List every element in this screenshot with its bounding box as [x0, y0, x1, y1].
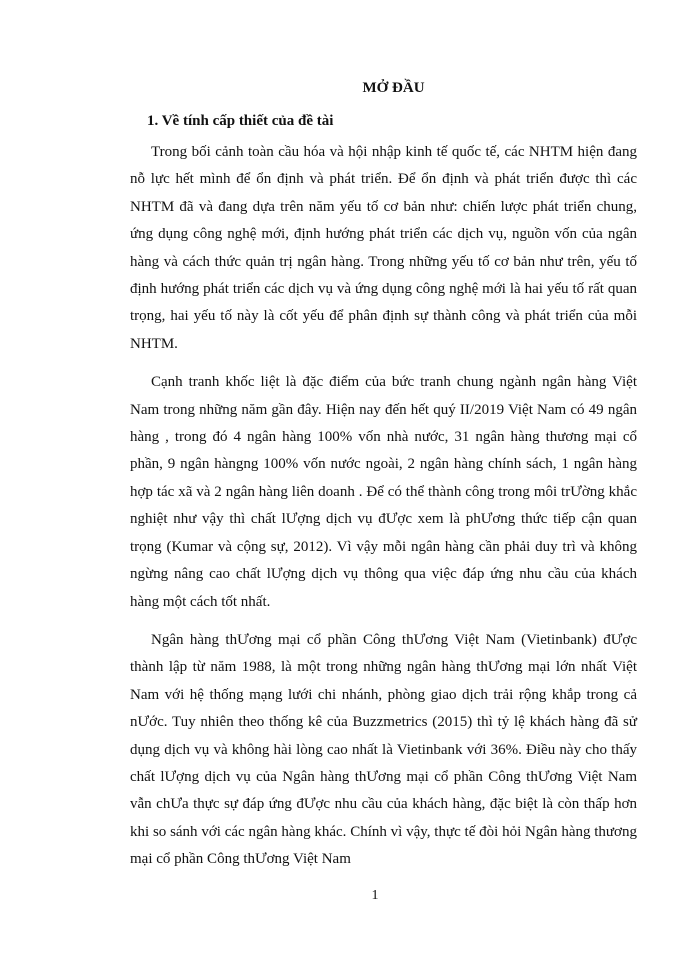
page-number: 1 [371, 888, 379, 903]
page-title: MỞ ĐẦU [362, 80, 425, 96]
paragraph-1: Trong bối cảnh toàn cầu hóa và hội nhập kinh tế quốc tế, các NHTM hiện đang nỗ lực hết mình để ổn định và phát triển. Để ổn định và phát triển được thì các NHTM đã và đang dựa trên năm yếu tố cơ bản như: chiến lược phát triển chung, ứng dụng công nghệ mới, định hướng phát triển các dịch vụ, nguồn vốn của ngân hàng và cách thức quản trị ngân hàng. Trong những yếu tố cơ bản như trên, yếu tố định hướng phát triển các dịch vụ và ứng dụng công nghệ mới là hai yếu tố rất quan trọng, hai yếu tố này là cốt yếu để phân định sự thành công và phát triển của mỗi NHTM. [130, 144, 637, 352]
paragraph-2: Cạnh tranh khốc liệt là đặc điểm của bức tranh chung ngành ngân hàng Việt Nam trong những năm gần đây. Hiện nay đến hết quý II/2019 Việt Nam có 49 ngân hàng , trong đó 4 ngân hàng 100% vốn nhà nước, 31 ngân hàng thương mại cổ phần, 9 ngân hàngng 100% vốn nước ngoài, 2 ngân hàng chính sách, 1 ngân hàng hợp tác xã và 2 ngân hàng liên doanh . Để có thể thành công trong môi trƯờng khắc nghiệt như vậy thì chất lƯợng dịch vụ đƯợc xem là phƯơng thức tiếp cận quan trọng (Kumar và cộng sự, 2012). Vì vậy mỗi ngân hàng cần phải duy trì và không ngừng nâng cao chất lƯợng dịch vụ thông qua việc đáp ứng nhu cầu của khách hàng một cách tốt nhất. [130, 374, 637, 610]
section-heading: 1. Về tính cấp thiết của đề tài [147, 113, 334, 129]
paragraph-3: Ngân hàng thƯơng mại cổ phần Công thƯơng Việt Nam (Vietinbank) đƯợc thành lập từ năm 1988, là một trong những ngân hàng thƯơng mại lớn nhất Việt Nam với hệ thống mạng lưới chi nhánh, phòng giao dịch trải rộng khắp trong cả nƯớc. Tuy nhiên theo thống kê của Buzzmetrics (2015) thì tỷ lệ khách hàng đã sử dụng dịch vụ và không hài lòng cao nhất là Vietinbank với 36%. Điều này cho thấy chất lƯợng dịch vụ của Ngân hàng thƯơng mại cổ phần Công thƯơng Việt Nam vẫn chƯa thực sự đáp ứng đƯợc nhu cầu của khách hàng, đặc biệt là còn thấp hơn khi so sánh với các ngân hàng khác. Chính vì vậy, thực tế đòi hỏi Ngân hàng thương mại cổ phần Công thƯơng Việt Nam [130, 631, 637, 868]
